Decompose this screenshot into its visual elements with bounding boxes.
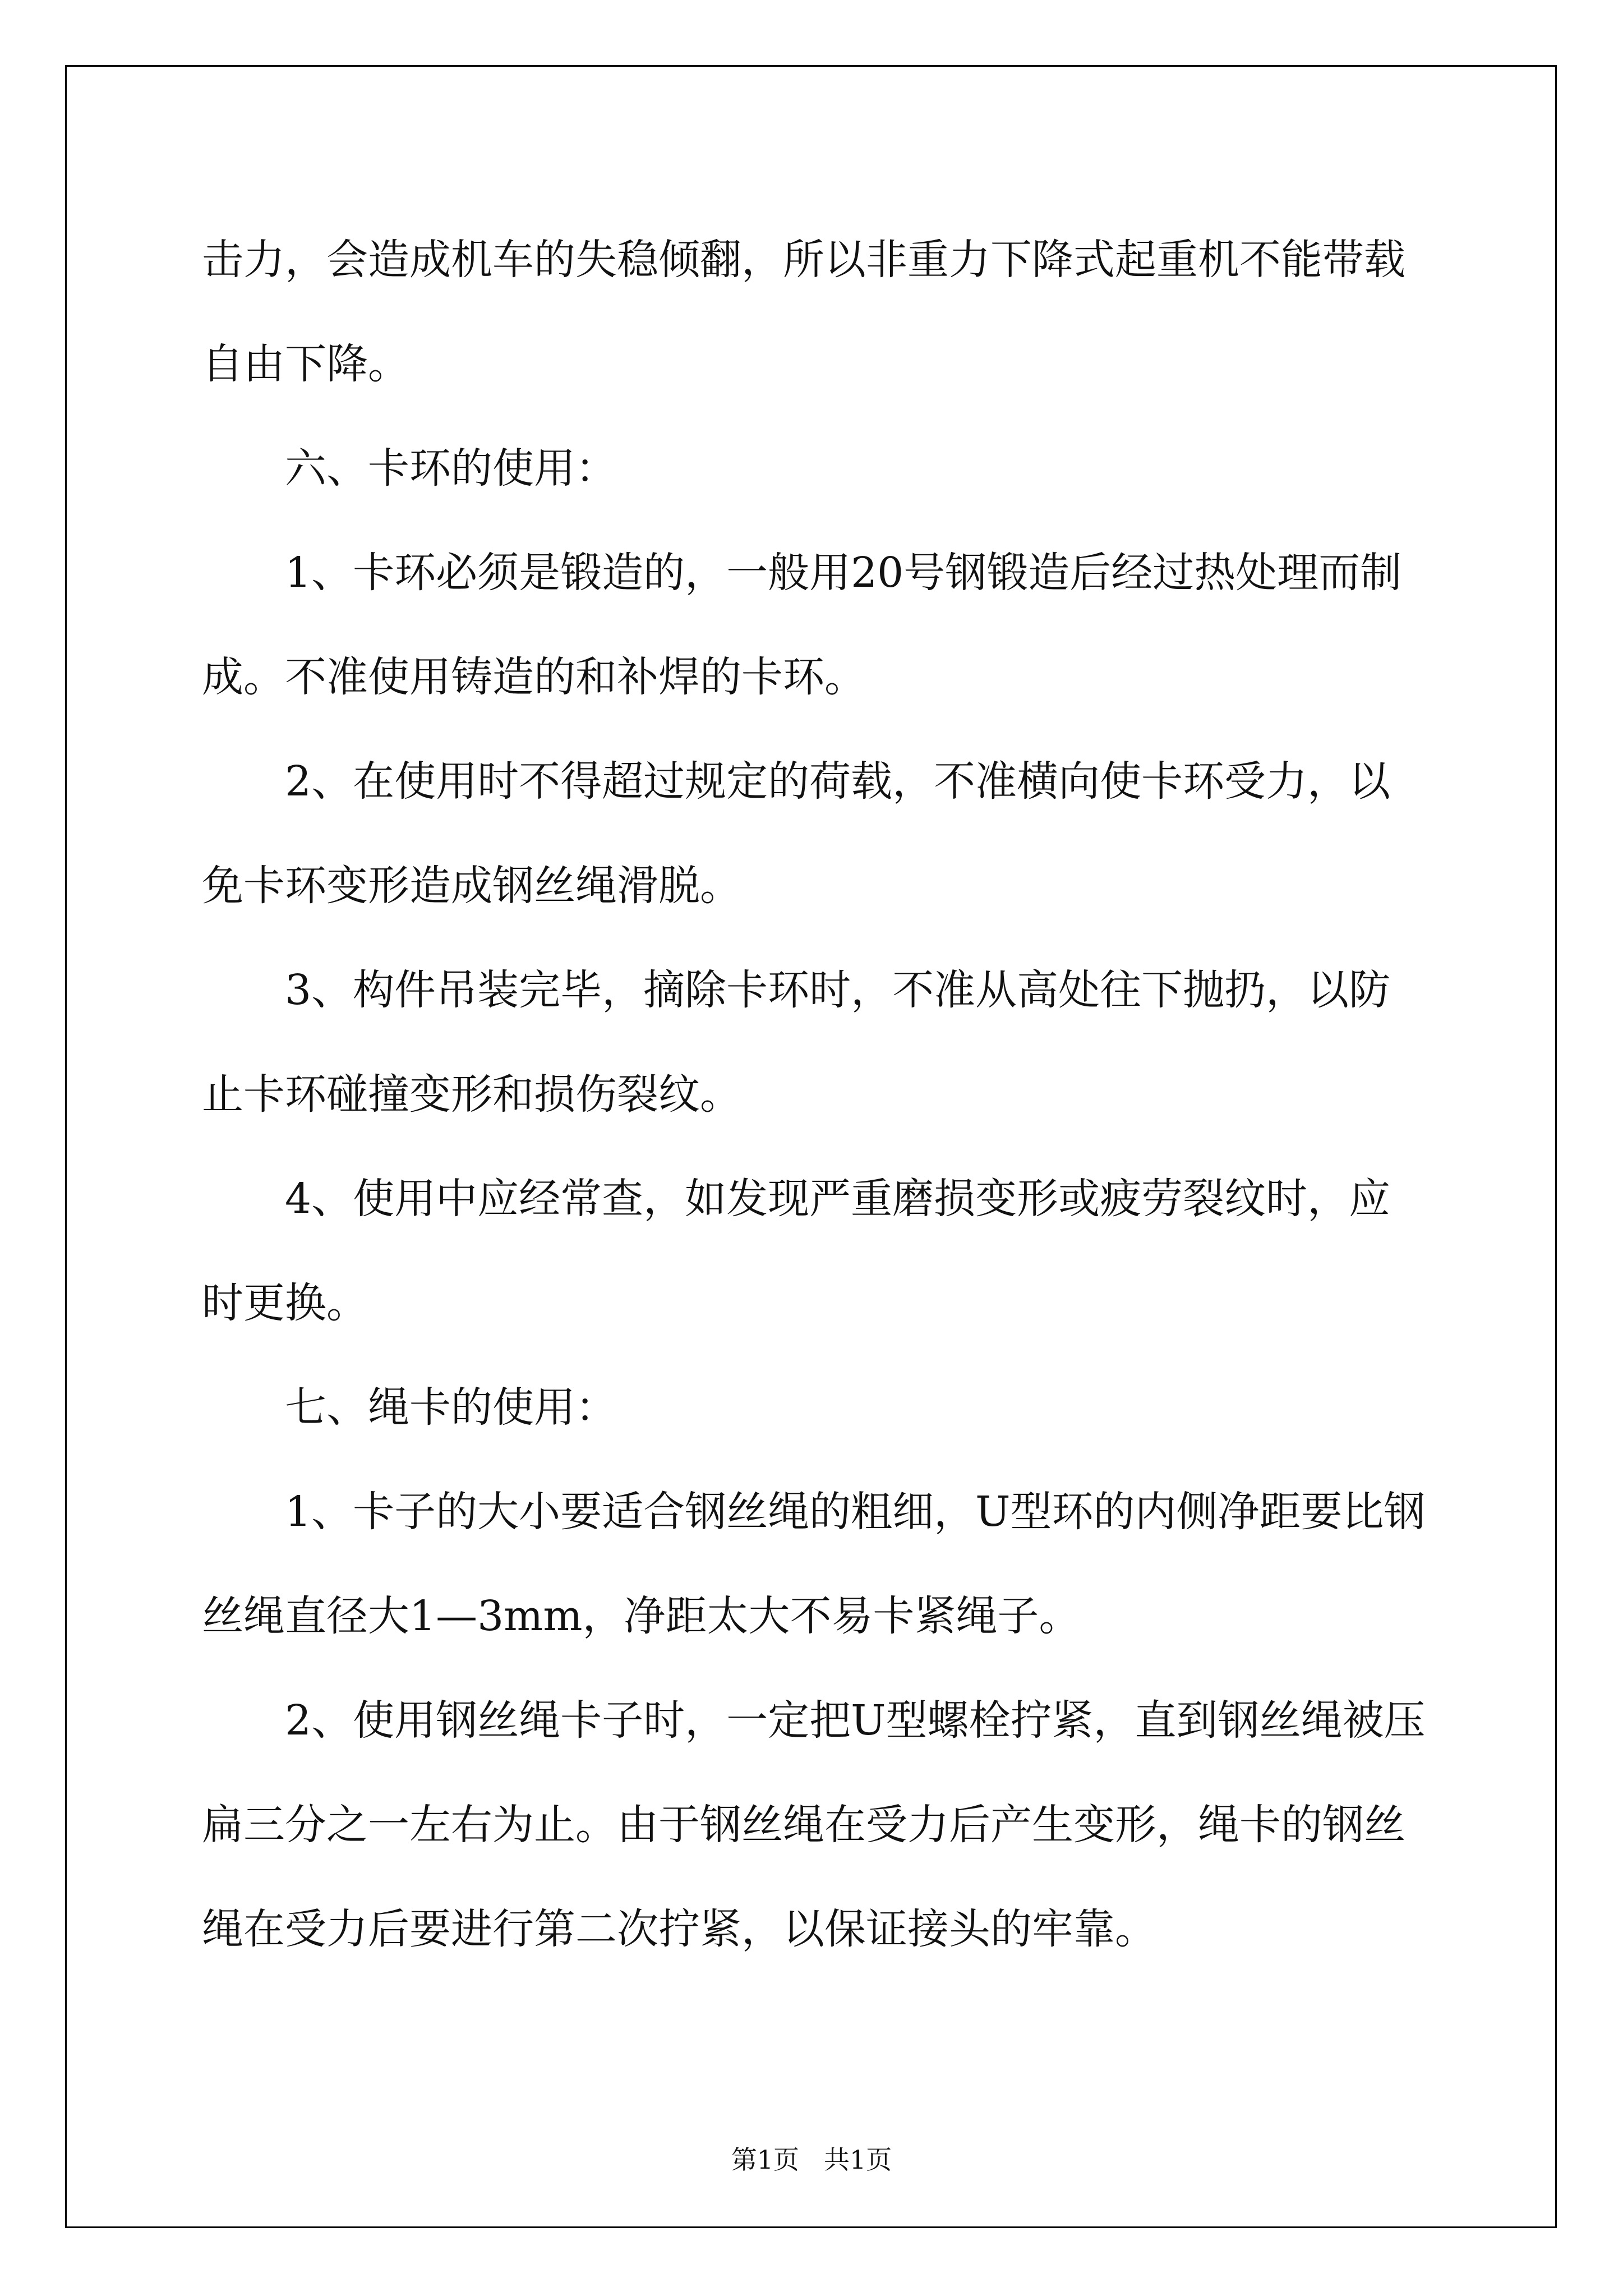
- section-heading-shackle: 六、卡环的使用：: [285, 444, 617, 493]
- paragraph-rope-clip-2: 2、使用钢丝绳卡子时，一定把U型螺栓拧紧，直到钢丝绳被压扁三分之一左右为止。由于钢丝绳在受力后产生变形，绳卡的钢丝绳在受力后要进行第二次拧紧，以保证接头的牢靠。: [202, 1696, 1426, 1953]
- page-total: 共1页: [824, 2145, 892, 2175]
- paragraph-shackle-1: 1、卡环必须是锻造的，一般用20号钢锻造后经过热处理而制成。不准使用铸造的和补焊的卡环。: [202, 549, 1402, 701]
- paragraph-shackle-3: 3、构件吊装完毕，摘除卡环时，不准从高处往下抛扔，以防止卡环碰撞变形和损伤裂纹。: [202, 966, 1391, 1119]
- paragraph-continuation: 击力，会造成机车的失稳倾翻，所以非重力下降式起重机不能带载自由下降。: [202, 236, 1405, 388]
- page-number: 第1页: [731, 2145, 799, 2175]
- paragraph-shackle-4: 4、使用中应经常查，如发现严重磨损变形或疲劳裂纹时，应时更换。: [202, 1175, 1391, 1327]
- paragraph-shackle-2: 2、在使用时不得超过规定的荷载，不准横向使卡环受力，以免卡环变形造成钢丝绳滑脱。: [202, 757, 1391, 910]
- page-footer: [0, 2144, 1623, 2175]
- section-heading-rope-clip: 七、绳卡的使用：: [285, 1383, 617, 1432]
- document-body: [202, 208, 1430, 1981]
- paragraph-rope-clip-1: 1、卡子的大小要适合钢丝绳的粗细，U型环的内侧净距要比钢丝绳直径大1—3mm，净距太大不易卡紧绳子。: [202, 1488, 1426, 1640]
